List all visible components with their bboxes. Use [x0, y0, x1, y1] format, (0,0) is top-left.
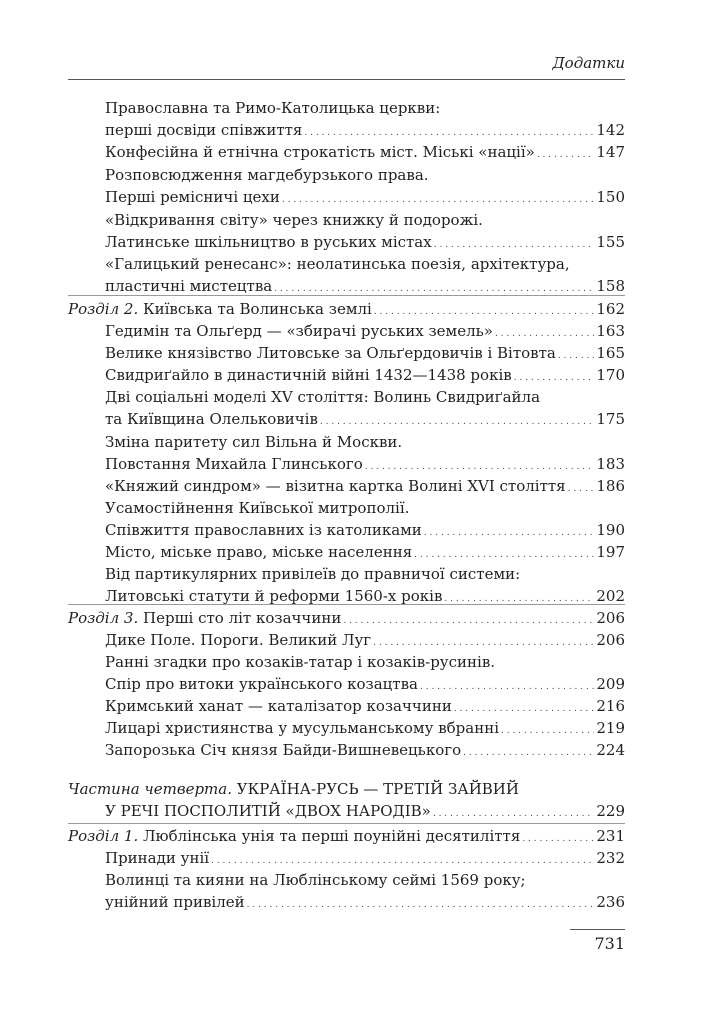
toc-page-number: 206 — [596, 609, 625, 627]
toc-entry-title: Розповсюдження магдебурзького права. — [105, 166, 429, 184]
dot-leader — [320, 408, 594, 433]
toc-entry-title: «Відкривання світу» через книжку й подорожі. — [105, 211, 483, 229]
toc-page-number: 219 — [596, 719, 625, 737]
toc-page-number: 224 — [596, 741, 625, 759]
toc-entry-title: Розділ 3. Перші сто літ козаччини — [68, 609, 342, 627]
toc-entry-title: Латинське шкільництво в руських містах — [105, 233, 432, 251]
toc-entry — [105, 186, 625, 208]
dot-leader — [274, 275, 594, 300]
toc-page-number: 183 — [596, 455, 625, 473]
toc-entry — [105, 320, 625, 342]
header-rule — [68, 79, 625, 80]
toc-entry-title: Дві соціальні моделі XV століття: Волинь Свидриґайла — [105, 388, 541, 406]
toc-entry — [105, 629, 625, 651]
toc-entry-title: Перші ремісничі цехи — [105, 188, 280, 206]
toc-entry-title: Частина четверта. УКРАЇНА-РУСЬ — ТРЕТІЙ ЗАЙВИЙ — [68, 780, 519, 798]
toc-entry-title: Від партикулярних привілеїв до правничої системи: — [105, 565, 521, 583]
toc-entry-title: Волинці та кияни на Люблінському сеймі 1569 року; — [105, 871, 526, 889]
toc-page-number: 175 — [596, 410, 625, 428]
toc-entry — [105, 275, 625, 297]
section-divider — [68, 604, 625, 605]
toc-entry — [68, 607, 625, 629]
toc-entry — [105, 431, 625, 453]
toc-entry-title: Співжиття православних із католиками — [105, 521, 422, 539]
toc-page-number: 229 — [596, 802, 625, 820]
toc-entry — [105, 342, 625, 364]
toc-entry — [105, 695, 625, 717]
toc-entry-title: Дике Поле. Пороги. Великий Луг — [105, 631, 372, 649]
toc-entry-title: Місто, міське право, міське населення — [105, 543, 413, 561]
toc-page-number: 163 — [596, 322, 625, 340]
toc-entry — [105, 364, 625, 386]
toc-entry — [105, 141, 625, 163]
toc-entry-title: пластичні мистецтва — [105, 277, 273, 295]
toc-page-number: 197 — [596, 543, 625, 561]
section-divider — [68, 823, 625, 824]
toc-page-number: 186 — [596, 477, 625, 495]
toc-page-number: 170 — [596, 366, 625, 384]
toc-page-number: 142 — [596, 121, 625, 139]
toc-entry — [105, 541, 625, 563]
toc-entry-title: Зміна паритету сил Вільна й Москви. — [105, 433, 403, 451]
toc-entry — [105, 164, 625, 186]
toc-entry — [105, 97, 625, 119]
toc-page-number: 206 — [596, 631, 625, 649]
toc-entry — [68, 778, 625, 800]
toc-entry-title: Конфесійна й етнічна строкатість міст. Міські «нації» — [105, 143, 535, 161]
toc-page-number: 165 — [596, 344, 625, 362]
toc-entry — [105, 717, 625, 739]
toc-entry — [105, 119, 625, 141]
section-divider — [68, 295, 625, 296]
toc-entry — [105, 869, 625, 891]
toc-page-number: 147 — [596, 143, 625, 161]
toc-entry-title: Запорозька Січ князя Байди-Вишневецького — [105, 741, 462, 759]
toc-entry — [105, 253, 625, 275]
toc-entry — [105, 563, 625, 585]
toc-entry-title: Розділ 1. Люблінська унія та перші поунійні десятиліття — [68, 827, 521, 845]
dot-leader — [463, 739, 594, 764]
toc-entry-title: Повстання Михайла Глинського — [105, 455, 363, 473]
toc-page-number: 231 — [596, 827, 625, 845]
toc-entry-title: перші досвіди співжиття — [105, 121, 303, 139]
toc-entry-title: Свидриґайло в династичній війні 1432—1438 років — [105, 366, 512, 384]
toc-entry — [105, 209, 625, 231]
toc-entry — [68, 825, 625, 847]
toc-entry — [105, 453, 625, 475]
toc-entry — [68, 298, 625, 320]
toc-entry-title: унійний привілей — [105, 893, 245, 911]
dot-leader — [282, 186, 594, 211]
toc-page-number: 216 — [596, 697, 625, 715]
toc-page-number: 155 — [596, 233, 625, 251]
toc-entry — [105, 800, 625, 822]
toc-entry-title: Православна та Римо-Католицька церкви: — [105, 99, 441, 117]
toc-entry — [105, 519, 625, 541]
toc-entry-title: «Галицький ренесанс»: неолатинська поезія, архітектура, — [105, 255, 570, 273]
toc-entry-title: Лицарі християнства у мусульманському вбранні — [105, 719, 500, 737]
toc-page-number: 232 — [596, 849, 625, 867]
toc-entry — [105, 847, 625, 869]
toc-entry — [105, 475, 625, 497]
toc-entry-title: Литовські статути й реформи 1560-х років — [105, 587, 443, 605]
toc-entry — [105, 231, 625, 253]
toc-entry-title: та Київщина Олельковичів — [105, 410, 318, 428]
toc-entry — [105, 497, 625, 519]
toc-entry-title: Ранні згадки про козаків-татар і козаків-русинів. — [105, 653, 496, 671]
dot-leader — [433, 800, 595, 825]
toc-entry-title: Спір про витоки українського козацтва — [105, 675, 418, 693]
toc-page-number: 209 — [596, 675, 625, 693]
footer-rule — [570, 929, 625, 930]
toc-entry — [105, 891, 625, 913]
running-header: Додатки — [552, 54, 625, 72]
page-number: 731 — [594, 934, 625, 953]
toc-entry-title: Кримський ханат — каталізатор козаччини — [105, 697, 452, 715]
toc-entry — [105, 408, 625, 430]
toc-section-label: Розділ 1. — [68, 827, 139, 845]
toc-page-number: 202 — [596, 587, 625, 605]
toc-entry-title: Усамостійнення Київської митрополії. — [105, 499, 410, 517]
toc-entry-title: Принади унії — [105, 849, 210, 867]
dot-leader — [537, 141, 595, 166]
toc-page-number: 236 — [596, 893, 625, 911]
toc-page-number: 150 — [596, 188, 625, 206]
toc-entry-title: Розділ 2. Київська та Волинська землі — [68, 300, 372, 318]
toc-page-number: 158 — [596, 277, 625, 295]
toc-entry-title: «Княжий синдром» — візитна картка Волині XVI століття — [105, 477, 566, 495]
toc-section-label: Розділ 3. — [68, 609, 139, 627]
dot-leader — [247, 891, 595, 916]
toc-entry — [105, 673, 625, 695]
toc-entry-title: Гедимін та Ольґерд — «збирачі руських земель» — [105, 322, 493, 340]
toc-entry — [105, 651, 625, 673]
toc-entry-title: У РЕЧІ ПОСПОЛИТІЙ «ДВОХ НАРОДІВ» — [105, 802, 431, 820]
toc-entry — [105, 386, 625, 408]
toc-section-label: Розділ 2. — [68, 300, 139, 318]
toc-page-number: 190 — [596, 521, 625, 539]
toc-entry-title: Велике князівство Литовське за Ольґердовичів і Вітовта — [105, 344, 556, 362]
toc-section-label: Частина четверта. — [68, 780, 232, 798]
toc-page-number: 162 — [596, 300, 625, 318]
toc-entry — [105, 739, 625, 761]
